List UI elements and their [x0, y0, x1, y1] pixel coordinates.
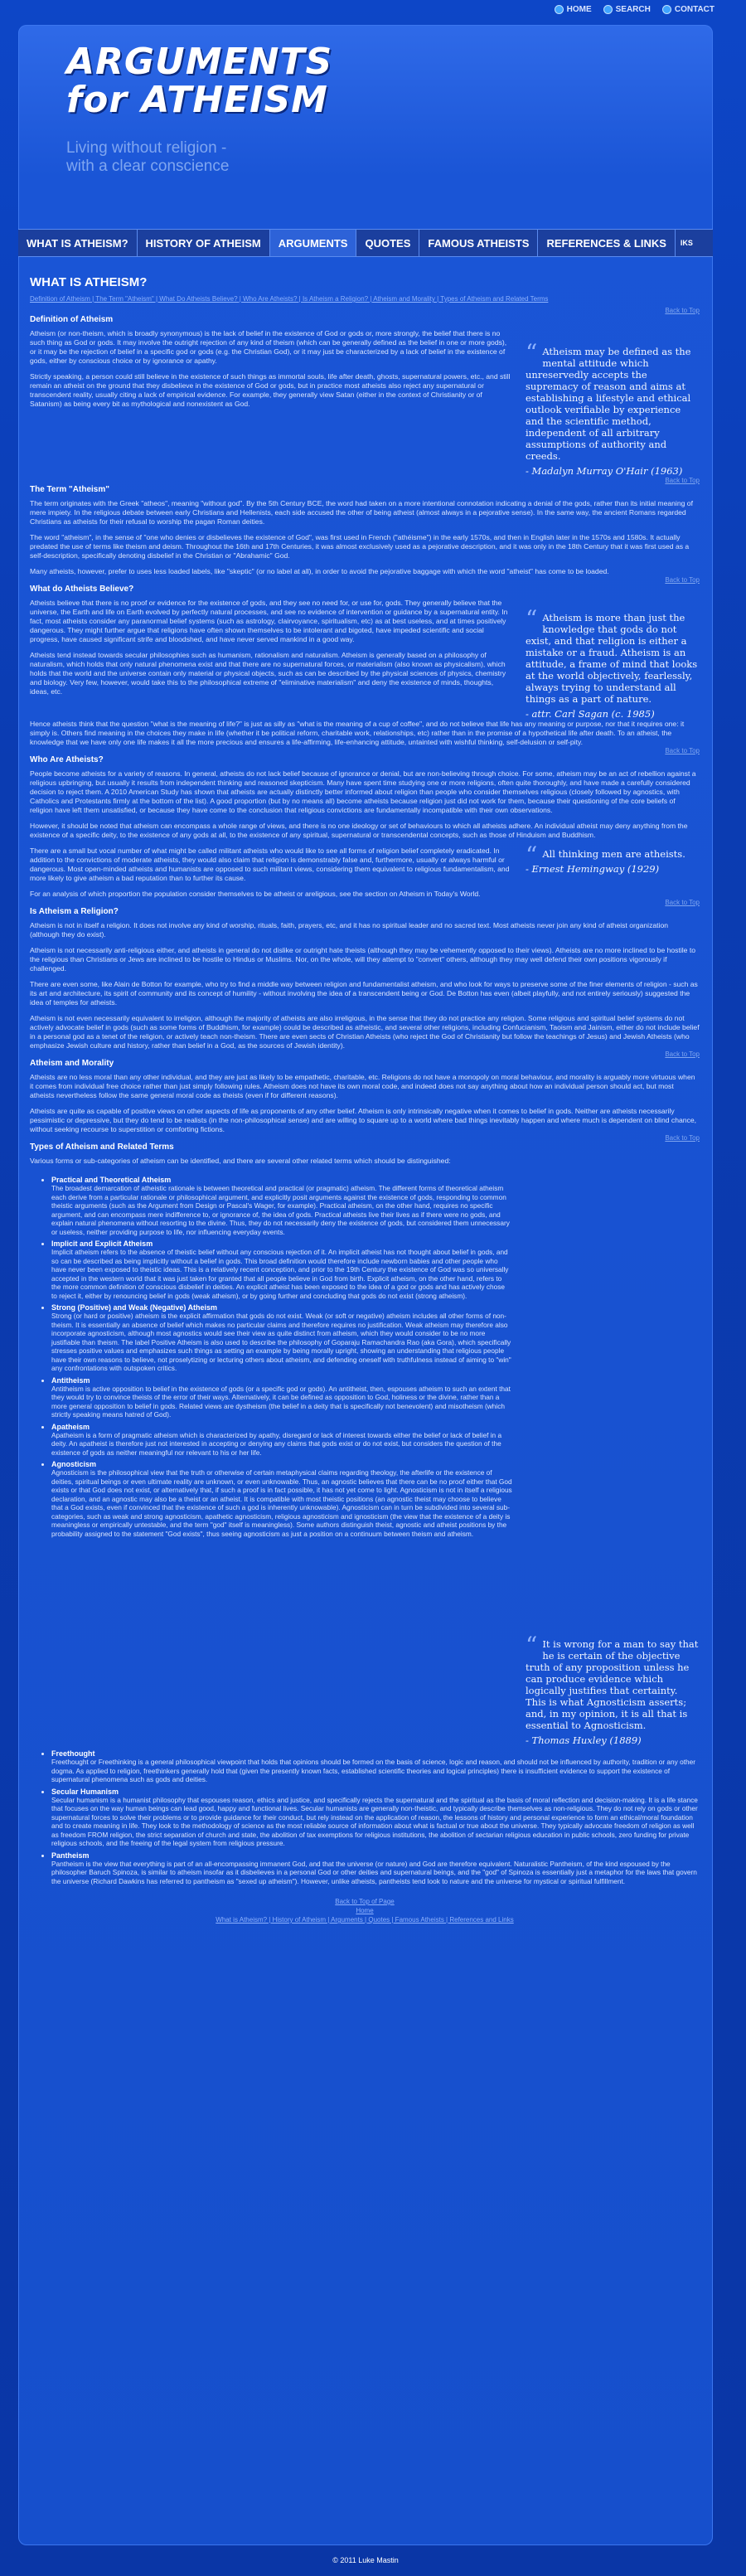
quote-icon: “ — [526, 1632, 538, 1659]
footer-back-to-top[interactable]: Back to Top of Page — [335, 1898, 395, 1905]
section-term — [30, 477, 700, 576]
search-icon — [603, 5, 613, 14]
quote-icon: “ — [526, 842, 538, 869]
back-to-top-link[interactable]: Back to Top — [665, 1134, 700, 1142]
site-title-line2: for ATHEISM — [66, 79, 328, 121]
tagline-line2: with a clear conscience — [66, 158, 230, 175]
list-item — [51, 1851, 700, 1886]
quote-icon: “ — [526, 605, 538, 633]
back-to-top-link[interactable]: Back to Top — [665, 307, 700, 314]
paragraph: Various forms or sub-categories of atheism can be identified, and there are several other related terms which should be distinguished: — [30, 1157, 451, 1165]
section-who — [30, 747, 700, 899]
paragraph: Atheists tend instead towards secular philosophies such as humanism, rationalism and naturalism. Atheism is generally based on a philosophy of naturalism, which holds that only natural phenomena exist and that there are no supernatural forces, or materialism (also known as physicalism), which holds that the world and the universe contain only material or physical objects, such as can be described by the physical sciences of physics, chemistry and biology. Very few, however, would take this to the philosophical extreme of "eliminative materialism" and deny the existence of minds, thoughts, ideas, etc. — [30, 651, 506, 696]
type-desc: Secular humanism is a humanist philosophy that espouses reason, ethics and justice, and specifically rejects the supernatural and the spiritual as the basis of moral reflection and decision-making. It is a life stance that focuses on the way human beings can lead good, happy and functional lives. Secular humanists are generally non-theistic, and typically describe themselves as non-religious. They do not rely on gods or other supernatural forces to solve their problems or to provide guidance for their conduct, but rely instead on the application of reason, the lessons of history and personal experience to form an ethical/moral foundation and to create meaning in life. They look to the methodology of science as the most reliable source of information about what is factual or true about the universe. They typically advocate freedom of religion as well as freedom FROM religion, the strict separation of church and state, the abolition of tax exemptions for religious institutions, the abolition of sectarian religious education in public schools, zero funding for private religious schools, and the freeing of the legal system from religious pressure. — [51, 1795, 698, 1847]
type-name: • Pantheism — [51, 1851, 90, 1860]
paragraph: Strictly speaking, a person could still believe in the existence of such things as immortal souls, life after death, ghosts, supernatural powers, etc., and still remain an atheist on the ground that they disbelieve in the existence of God or gods, but in practice most atheists also reject any supernatural or transcendent reality, usually citing a lack of empirical evidence. For example, they generally view Satan (either in the context of Christianity or of Satanism) as being every bit as mythological and nonexistent as God. — [30, 372, 511, 408]
types-list-continued — [30, 1749, 700, 1885]
site-header — [18, 25, 713, 224]
nav-history[interactable]: HISTORY OF ATHEISM — [138, 230, 270, 256]
footer-links[interactable]: What is Atheism? | History of Atheism | Arguments | Quotes | Famous Atheists | References and Links — [216, 1916, 514, 1924]
back-to-top-link[interactable]: Back to Top — [665, 1050, 700, 1058]
paragraph: However, it should be noted that atheism can encompass a whole range of views, and there is no one ideology or set of behaviours to which all atheists adhere. An individual atheist may deny anything from the existence of a specific deity, to the existence of any gods at all, to the existence of any spiritual, supernatural or transcendental concepts, such as those of Hinduism and Buddhism. — [30, 822, 688, 839]
pull-quote — [526, 1632, 700, 1746]
paragraph: Atheism is not in itself a religion. It does not involve any kind of worship, rituals, faith, prayers, etc, and it has no spiritual leader and no sacred text. Most atheists never join any kind of atheist organization (although they do exist). — [30, 921, 669, 939]
type-desc: Implicit atheism refers to the absence of theistic belief without any conscious rejection of it. An implicit atheist has not thought about belief in gods, and so can be described as being implicitly without a belief in gods. This broad definition would therefore include newborn babies and other people who have never been exposed to theistic ideas. This is a relatively recent conception, and prior to the 19th Century the existence of God was so universally accepted in the western world that it was just taken for granted that all people believe in God from birth. Explicit atheism, on the other hand, refers to the more common definition of conscious disbelief in deities. An explicit atheist has been exposed to the idea of a god or gods and has actively chose to reject it, either by renouncing belief in gods (weak atheism), or by going further and concluding that gods do not exist (strong atheism). — [51, 1248, 509, 1300]
list-item — [51, 1376, 512, 1419]
section-heading: What do Atheists Believe? — [30, 585, 134, 594]
top-links — [555, 5, 715, 14]
main-content — [30, 275, 700, 1924]
type-name: • Agnosticism — [51, 1460, 97, 1468]
pull-quote — [526, 842, 700, 890]
type-desc: Apatheism is a form of pragmatic atheism which is characterized by apathy, disregard or lack of interest towards either the belief or lack of belief in a deity. An apatheist is therefore just not interested in accepting or denying any claims that gods exist or do not exist, but considers the question of the existence of gods as neither meaningful nor relevant to his or her life. — [51, 1430, 502, 1457]
nav-references[interactable]: REFERENCES & LINKS — [538, 230, 675, 256]
type-name: • Secular Humanism — [51, 1787, 119, 1796]
search-link[interactable] — [603, 5, 651, 14]
section-religion — [30, 899, 700, 1050]
nav-iks[interactable]: IKS — [680, 239, 693, 247]
site-title[interactable] — [66, 43, 332, 119]
type-desc: Freethought or Freethinking is a general philosophical viewpoint that holds that opinions should be formed on the basis of science, logic and reason, and should not be influenced by authority, tradition or any other dogma. As applied to religion, freethinkers generally hold that (given the presently known facts, established scientific theories and logical principles) there is insufficient evidence to support the existence of supernatural phenomena such as gods and deities. — [51, 1758, 696, 1783]
copyright: © 2011 Luke Mastin — [332, 2556, 399, 2564]
paragraph: There are a small but vocal number of what might be called militant atheists who would like to see all forms of religion belief completely eradicated. In addition to the convictions of moderate atheists, they would also claim that religion is demonstrably false and, furthermore, usually or always harmful or dangerous. Most open-minded atheists and humanists are opposed to such militant views, considering them equivalent to religious fundamentalism, and more likely to give atheism a bad reputation than to further its cause. — [30, 847, 510, 882]
paragraph: Atheism (or non-theism, which is broadly synonymous) is the lack of belief in the existence of God or gods or, more strongly, the belief that there is no such thing as God or gods. It may involve the outright rejection of any kind of theism (which can be generally defined as the belief in one or more gods), or it may be the rejection of belief in a specific god or gods (e.g. the Christian God), or it may just be characterized by a lack of belief in the existence of gods, either by conscious choice or by ignorance or apathy. — [30, 329, 507, 365]
quote-attribution: - Madalyn Murray O'Hair (1963) — [526, 465, 683, 477]
paragraph: Atheism is not necessarily anti-religious either, and atheists in general do not dislike or outright hate theists (although they may be vehemently opposed to their views). Atheists are no more inclined to be hostile to the religious than Christians or Jews are inclined to be hostile to Hindus or Muslims. Nor, on the whole, will they attempt to "convert" others, although they may well defend their own positions vigorously if challenged. — [30, 946, 696, 973]
section-heading: Who Are Atheists? — [30, 755, 104, 764]
page-title: WHAT IS ATHEISM? — [30, 275, 148, 289]
home-link[interactable] — [555, 5, 592, 14]
paragraph: Atheists are no less moral than any other individual, and they are just as likely to be empathetic, charitable, etc. Religions do not have a monopoly on moral behaviour, and morality is arguably more virtuous when it comes from individual free choice rather than just simply following rules. Atheism does not have its own moral code, and indeed does not say anything about how an individual person should act, but most atheists nevertheless follow the same general moral code as theists (even if for different reasons). — [30, 1073, 695, 1099]
type-name: • Implicit and Explicit Atheism — [51, 1239, 153, 1248]
home-icon — [555, 5, 564, 14]
paragraph: There are even some, like Alain de Botton for example, who try to find a middle way between religion and fundamentalist atheism, and who look for ways to preserve some of the finer elements of religion - such as its art and architecture, its spirit of community and its concept of humility - without involving the idea of a transcendent being or God. De Botton has even (albeit playfully, and not entirely seriously) suggested the idea of temples for atheists. — [30, 980, 698, 1007]
home-link-label: HOME — [566, 5, 592, 14]
pull-quote — [526, 339, 700, 477]
section-definition — [30, 307, 700, 477]
type-desc: Antitheism is active opposition to belief in the existence of gods (or a specific god or gods). An antitheist, then, espouses atheism to such an extent that they would try to convince theists of the error of their ways. Alternatively, it can be defined as opposition to God, holiness or the divine, rather than a more general opposition to belief in gods. Related views are dystheism (the belief in a deity that is specifically not benevolent) and misotheism (which strictly speaking means hatred of God). — [51, 1384, 511, 1419]
type-name: • Apatheism — [51, 1422, 90, 1431]
back-to-top-link[interactable]: Back to Top — [665, 576, 700, 584]
quote-icon: “ — [526, 339, 538, 366]
paragraph: Hence atheists think that the question "what is the meaning of life?" is just as silly as "what is the meaning of a cup of coffee", and do not believe that life has any meaning or purpose, nor that it requires one: it simply is. Others find meaning in the choices they make in life (whether it be political reform, charitable work, relationships, etc) rather than in the promise of a hypothetical life after death. To an atheist, the knowledge that we have only one life makes it all the more precious and ensures a life-affirming, life-enhancing attitude, untainted with wishful thinking, self-delusion or self-pity. — [30, 720, 685, 746]
section-morality — [30, 1050, 700, 1134]
paragraph: The term originates with the Greek "atheos", meaning "without god". By the 5th Century BCE, the word had taken on a more intentional connotation indicating a denial of the gods, rather than its initial meaning of mere impiety. In the religious debate between early Christians and Hellenists, each side accused the other of being atheist (almost always in a pejorative sense). In the same way, the ancient Romans regarded Christians as atheists for their refusal to worship the pagan Roman deities. — [30, 499, 693, 526]
footer-home-link[interactable]: Home — [356, 1907, 374, 1914]
quote-text: Atheism is more than just the knowledge that gods do not exist, and that religion is either a mistake or a fraud. Atheism is an attitude, a frame of mind that looks at the world objectively, fearlessly, always trying to understand all things as a part of nature. — [526, 612, 698, 705]
nav-arguments[interactable]: ARGUMENTS — [270, 230, 357, 256]
paragraph: For an analysis of which proportion the population consider themselves to be atheist or areligious, see the section on Atheism in Today's World. — [30, 890, 481, 898]
section-heading: Types of Atheism and Related Terms — [30, 1142, 174, 1152]
type-desc: Strong (or hard or positive) atheism is the explicit affirmation that gods do not exist. Weak (or soft or negative) atheism includes all other forms of non-theism. It is essentially an absence of belief which makes no particular claims and therefore requires no justification. Weak atheism may therefore also incorporate agnosticism, although most agnostics would see their view as quite distinct from atheism, which they would consider to be no more justifiable than theism. The label Positive Atheism is also used to describe the philosophy of Goparaju Ramachandra Rao (aka Gora), which specifically stresses positive values and emphasizes such things as setting an example by being morally upright, showing an understanding that religious people have their own reasons to believe, not proselytizing or lecturing others about atheism, and defending oneself with truthfulness instead of aiming to "win" any confrontations with outspoken critics. — [51, 1312, 511, 1372]
pull-quote — [526, 605, 700, 720]
tagline-line1: Living without religion - — [66, 139, 227, 157]
type-name: • Antitheism — [51, 1375, 90, 1385]
types-list — [30, 1176, 512, 1538]
list-item — [51, 1239, 512, 1300]
paragraph: Atheists believe that there is no proof or evidence for the existence of gods, and they see no need for, or use for, gods. They generally believe that the universe, the Earth and life on Earth evolved by perfectly natural processes, and see no evidence of intervention or guidance by a supernatural entity. In fact, most atheists consider any paranormal belief systems (such as astrology, clairvoyance, spiritualism, etc) as at best useless, and at times positively dangerous. They might further argue that religions have often shown themselves to be intolerant and bigoted, have impeded scientific and social progress, have caused significant strife and bloodshed, and have never served mankind in a good way. — [30, 599, 508, 643]
list-item — [51, 1788, 700, 1848]
site-title-line1: ARGUMENTS — [66, 41, 333, 83]
paragraph: The word "atheism", in the sense of "one who denies or disbelieves the existence of God", was first used in French ("athéisme") in the early 1570s, and then in English later in the 1570s and 1580s. It actually predated the use of terms like theism and deism. Throughout the 16th and 17th Centuries, it was almost exclusively used as a pejorative description, and it was only in the 18th Century that it was first used as a self-description, specifically denoting disbelief in the Christian or "Abrahamic" God. — [30, 533, 690, 560]
quote-attribution: - Ernest Hemingway (1929) — [526, 863, 660, 875]
type-desc: Pantheism is the view that everything is part of an all-encompassing immanent God, and that the universe (or nature) and God are therefore equivalent. Naturalistic Pantheism, of the kind espoused by the philosopher Baruch Spinoza, is similar to atheism insofar as it disbelieves in a personal God or other deities and supernatural beings, and the "god" of Spinoza is essentially just a metaphor for the laws that govern the universe (Richard Dawkins has referred to pantheism as "sexed up atheism"). However, unlike atheists, pantheists tend look to nature and the universe for mystical or spiritual fulfillment. — [51, 1859, 697, 1885]
paragraph: People become atheists for a variety of reasons. In general, atheists do not lack belief because of ignorance or denial, but are non-believing through choice. For some, atheism may be an act of rebellion against a religious upbringing, but usually it results from independent thinking and reasoned skepticism. Many have spent time studying one or more religions, often quite thoroughly, and have made a carefully considered decision to reject them. A 2010 American Study has shown that atheists are actually distinctly better informed about religion than people who consider themselves religious (closely followed by agnostics, with Catholics and Protestants firmly at the bottom of the list). A good proportion (but by no means all) become atheists because religion just did not work for them, because their questioning of the core beliefs of religion have left them unsatisfied, or because they have come to the conclusion that religious convictions are fundamentally incompatible with their own observations. — [30, 769, 696, 814]
section-heading: Is Atheism a Religion? — [30, 907, 119, 916]
contact-link-label: CONTACT — [674, 5, 715, 14]
back-to-top-link[interactable]: Back to Top — [665, 899, 700, 906]
footer-nav — [30, 1897, 700, 1924]
nav-famous-atheists[interactable]: FAMOUS ATHEISTS — [419, 230, 538, 256]
type-desc: Agnosticism is the philosophical view that the truth or otherwise of certain metaphysical claims regarding theology, the afterlife or the existence of deities, spiritual beings or even ultimate reality are unknown, or even unknowable. Thus, an agnostic believes that there can be no proof either that God exists or that God does not exist, or alternatively that, if such a proof is in fact possible, it has not yet come to light. Agnosticism is not in itself a religious declaration, and an agnostic may also be a theist or an atheist. It is compatible with most theistic positions (an agnostic theist may choose to believe that a God exists, even if convinced that the existence of such a god is inherently unknowable). Agnosticism can in turn be subdivided into several sub-categories, such as weak and strong agnosticism, apathetic agnosticism, religious agnosticism and ignosticism (the view that the existence of a deity is meaningless or empirically untestable, and the term "god" itself is meaningless). Some authors distinguish theist, agnostic and atheist positions by the probability assigned to the statement "God exists", thus seeing agnosticism as just a position on a continuum between theism and atheism. — [51, 1468, 512, 1538]
main-nav — [18, 229, 713, 257]
quote-text: Atheism may be defined as the mental attitude which unreservedly accepts the supremacy of reason and aims at establishing a lifestyle and ethical outlook verifiable by experience and the scientific method, independent of all arbitrary assumptions of authority and creeds. — [526, 346, 691, 462]
nav-what-is-atheism[interactable]: WHAT IS ATHEISM? — [18, 230, 138, 256]
quote-attribution: - Thomas Huxley (1889) — [526, 1734, 642, 1746]
breadcrumb[interactable]: Definition of Atheism | The Term "Atheism" | What Do Atheists Believe? | Who Are Atheists? | Is Atheism a Religion? | Atheism and Morality | Types of Atheism and Related Terms — [30, 295, 549, 303]
nav-quotes[interactable]: QUOTES — [356, 230, 419, 256]
type-name: • Practical and Theoretical Atheism — [51, 1176, 172, 1184]
list-item — [51, 1423, 512, 1458]
back-to-top-link[interactable]: Back to Top — [665, 477, 700, 484]
quote-text: All thinking men are atheists. — [542, 848, 685, 860]
list-item — [51, 1176, 512, 1236]
paragraph: Many atheists, however, prefer to uses less loaded labels, like "skeptic" (or no label at all), in order to avoid the pejorative baggage with which the word "atheist" has come to be loaded. — [30, 567, 609, 575]
search-link-label: SEARCH — [615, 5, 651, 14]
back-to-top-link[interactable]: Back to Top — [665, 747, 700, 754]
section-heading: The Term "Atheism" — [30, 485, 109, 494]
list-item — [51, 1460, 512, 1538]
contact-icon — [662, 5, 671, 14]
list-item — [51, 1303, 512, 1373]
paragraph: Atheism is not even necessarily equivalent to irreligion, although the majority of atheists are also irreligious, in the sense that they do not practice any religion. Some religious and spiritual belief systems do not actively advocate belief in gods (such as some forms of Buddhism, for example) could be described as atheistic, and several other religions, including Confucianism, Taoism and Jainism, either do not include belief in a personal god as a tenet of the religion, or actively teach non-theism. There are even sects of Christian Atheists (who reject the God of Christianity but follow the teachings of Jesus) and Jewish Atheists (who emphasize Jewish culture and history, rather than belief in a God, as the sources of Jewish identity). — [30, 1014, 700, 1050]
site-tagline — [66, 139, 229, 176]
type-name: • Strong (Positive) and Weak (Negative) Atheism — [51, 1303, 218, 1312]
quote-text: It is wrong for a man to say that he is certain of the objective truth of any proposition unless he can produce evidence which logically justifies that certainty. This is what Agnosticism asserts; and, in my opinion, it is all that is essential to Agnosticism. — [526, 1638, 699, 1731]
paragraph: Atheists are quite as capable of positive views on other aspects of life as proponents of any other belief. Atheism is only intrinsically negative when it comes to belief in gods. Neither are atheists necessarily pessimistic or depressive, but they do tend to be realists (in the non-philosophical sense) and are willing to square up to a world where bad things inevitably happen and where much is dependent on blind chance, without seeking recourse to superstition or comforting fictions. — [30, 1107, 697, 1133]
section-heading: Atheism and Morality — [30, 1059, 114, 1068]
quote-attribution: - attr. Carl Sagan (c. 1985) — [526, 708, 655, 720]
section-types — [30, 1134, 700, 1885]
main-panel — [18, 25, 713, 2545]
section-heading: Definition of Atheism — [30, 315, 114, 324]
contact-link[interactable] — [662, 5, 715, 14]
section-believe — [30, 576, 700, 747]
list-item — [51, 1749, 700, 1784]
type-desc: The broadest demarcation of atheistic rationale is between theoretical and practical (or pragmatic) atheism. The different forms of theoretical atheism each derive from a particular rationale or philosophical argument, and explicitly posit arguments against the existence of gods, responding to common theistic arguments (such as the Argument from Design or Pascal's Wager, for example). Practical atheism, on the other hand, requires no specific argument, and can encompass mere indifference to, or ignorance of, the idea of gods. Practical atheists live their lives as if there were no gods, and explain natural phenomena without resorting to the divine. Thus, they do not necessarily deny the existence of gods, but considered them unnecessary or useless, neither providing purpose to life, nor influencing everyday events. — [51, 1184, 510, 1236]
type-name: • Freethought — [51, 1749, 95, 1758]
